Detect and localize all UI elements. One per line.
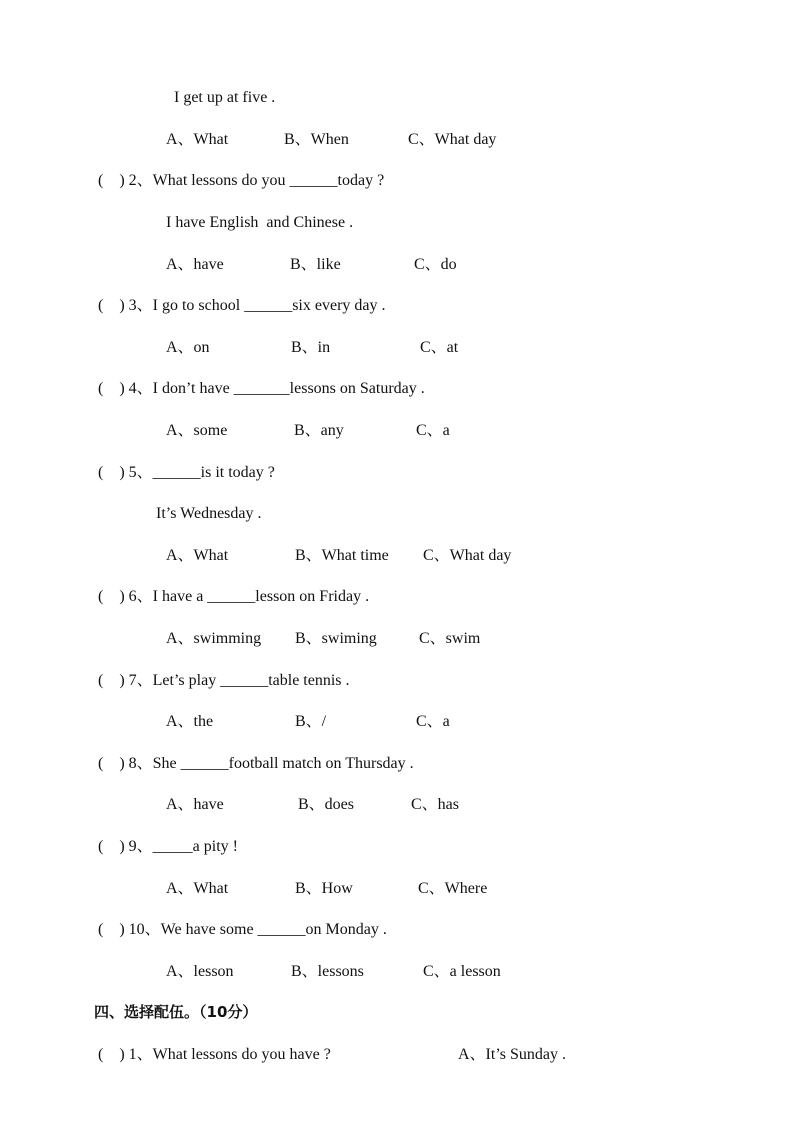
q9-option-a: A、What xyxy=(166,880,229,897)
q4-option-c: C、a xyxy=(416,422,450,439)
q6-option-a: A、swimming xyxy=(166,630,262,647)
q5-option-b: B、What time xyxy=(295,547,389,564)
q4-option-b: B、any xyxy=(294,422,344,439)
q4-question: ( ) 4、I don’t have _______lessons on Saturday . xyxy=(98,380,425,397)
q6-option-c: C、swim xyxy=(419,630,481,647)
q2-option-c: C、do xyxy=(414,256,457,273)
q7-option-c: C、a xyxy=(416,713,450,730)
q1-option-b: B、When xyxy=(284,131,349,148)
q2-option-a: A、have xyxy=(166,256,224,273)
q6-option-b: B、swiming xyxy=(295,630,377,647)
q6-question: ( ) 6、I have a ______lesson on Friday . xyxy=(98,588,370,605)
q3-option-c: C、at xyxy=(420,339,459,356)
q3-question: ( ) 3、I go to school ______six every day . xyxy=(98,297,386,314)
q1-option-a: A、What xyxy=(166,131,229,148)
q2-answer-line: I have English and Chinese . xyxy=(166,214,354,231)
q8-option-a: A、have xyxy=(166,796,224,813)
section-4-q1-question: ( ) 1、What lessons do you have ? xyxy=(98,1046,331,1063)
q7-option-b: B、/ xyxy=(295,713,327,730)
q8-question: ( ) 8、She ______football match on Thursday . xyxy=(98,755,414,772)
q9-option-b: B、How xyxy=(295,880,353,897)
q3-option-a: A、on xyxy=(166,339,210,356)
section-4-title: 四、选择配伍。（10分） xyxy=(94,1003,258,1021)
q2-option-b: B、like xyxy=(290,256,341,273)
q10-option-b: B、lessons xyxy=(291,963,364,980)
q1-answer-line: I get up at five . xyxy=(174,89,276,106)
q7-option-a: A、the xyxy=(166,713,214,730)
section-4-q1-match-a: A、It’s Sunday . xyxy=(458,1046,567,1063)
q1-option-c: C、What day xyxy=(408,131,497,148)
q9-question: ( ) 9、_____a pity ! xyxy=(98,838,238,855)
q8-option-b: B、does xyxy=(298,796,355,813)
q3-option-b: B、in xyxy=(291,339,331,356)
q10-option-c: C、a lesson xyxy=(423,963,501,980)
q2-question: ( ) 2、What lessons do you ______today ? xyxy=(98,172,385,189)
q7-question: ( ) 7、Let’s play ______table tennis . xyxy=(98,672,350,689)
q5-question: ( ) 5、______is it today ? xyxy=(98,464,275,481)
q9-option-c: C、Where xyxy=(418,880,488,897)
q5-option-c: C、What day xyxy=(423,547,512,564)
q10-question: ( ) 10、We have some ______on Monday . xyxy=(98,921,387,938)
q5-option-a: A、What xyxy=(166,547,229,564)
q5-answer-line: It’s Wednesday . xyxy=(156,505,262,522)
q10-option-a: A、lesson xyxy=(166,963,234,980)
q8-option-c: C、has xyxy=(411,796,460,813)
q4-option-a: A、some xyxy=(166,422,228,439)
